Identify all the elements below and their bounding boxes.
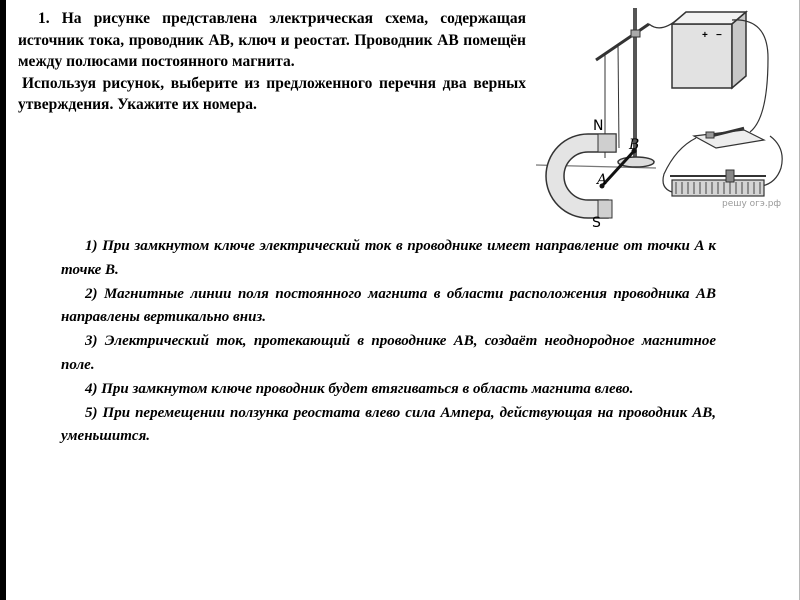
label-s: S (592, 215, 601, 231)
battery-side (732, 12, 746, 88)
option-5: 5) При перемещении ползунка реостата влево сила Ампера, действующая на проводник AB, уменьшится. (61, 404, 716, 445)
watermark: решу огэ.рф (722, 199, 782, 209)
stand-clamp (631, 30, 640, 37)
option-3: 3) Электрический ток, протекающий в проводнике AB, создаёт неоднородное магнитное поле. (61, 333, 716, 373)
circuit-diagram (536, 8, 790, 234)
answer-options (61, 235, 716, 449)
rheostat-slider (726, 170, 734, 182)
task-statement (18, 8, 526, 116)
slide-left-bar (0, 0, 6, 600)
battery-minus-label: − (716, 30, 722, 41)
circuit-figure (536, 8, 790, 234)
option-2: 2) Магнитные линии поля постоянного магнита в области расположения проводника AB направлены вертикально вниз. (61, 285, 716, 326)
option-1: 1) При замкнутом ключе электрический ток в проводнике имеет направление от точки A к точке B. (61, 238, 716, 278)
stand-arm (596, 24, 649, 60)
task-intro: 1. На рисунке представлена электрическая схема, содержащая источник тока, проводник AB, ключ и реостат. Проводник AB помещён между полюсами постоянного магнита. (18, 10, 526, 70)
magnet-pole-n (598, 134, 616, 152)
task-instruction: Используя рисунок, выберите из предложенного перечня два верных утверждения. Укажите их номера. (18, 74, 526, 113)
label-b: B (629, 137, 640, 153)
battery-plus-label: + (702, 30, 708, 41)
wire-right (618, 44, 619, 148)
label-n: N (593, 118, 604, 134)
option-4: 4) При замкнутом ключе проводник будет втягиваться в область магнита влево. (85, 380, 634, 397)
wire-rheostat-key (762, 136, 782, 186)
label-a: A (597, 172, 608, 188)
key-terminal (706, 132, 714, 138)
